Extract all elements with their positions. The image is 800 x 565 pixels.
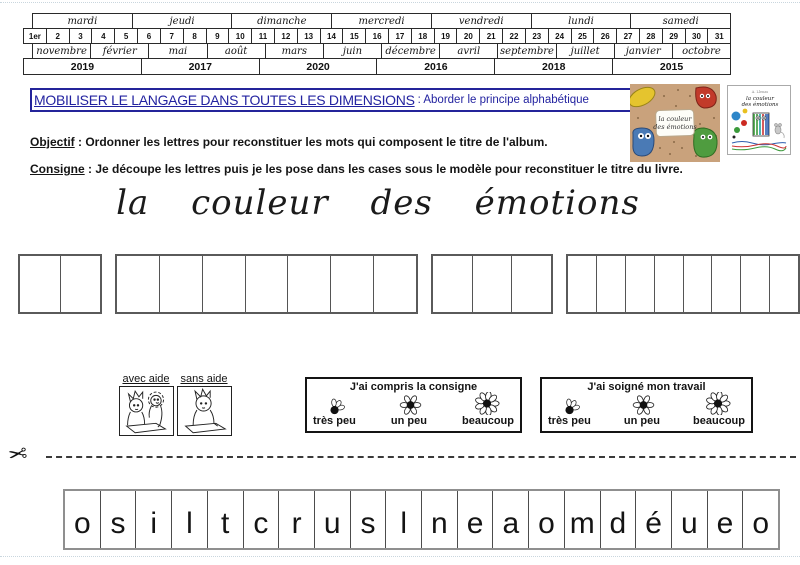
answer-cell — [203, 256, 246, 312]
objectif-line — [30, 135, 548, 149]
eval-travail-title: J'ai soigné mon travail — [587, 381, 706, 393]
day-number-cell: 2 — [46, 28, 70, 44]
book-cover-scribbles — [727, 85, 791, 155]
option-un-peu: un peu — [623, 415, 660, 427]
month-cell: novembre — [32, 43, 91, 59]
day-number-cell: 11 — [251, 28, 275, 44]
answer-cell — [568, 256, 597, 312]
flower-large-icon — [705, 392, 731, 415]
month-cell: mai — [148, 43, 207, 59]
letter-cell: u — [315, 491, 351, 548]
letter-cell: o — [65, 491, 101, 548]
date-strip-years-row — [23, 59, 731, 75]
day-cell: jeudi — [132, 13, 233, 29]
day-number-cell: 22 — [502, 28, 526, 44]
consigne-line — [30, 162, 683, 176]
book-cover-monsters-illustration — [630, 84, 720, 162]
letter-cell: i — [136, 491, 172, 548]
day-number-cell: 8 — [183, 28, 207, 44]
sans-aide-label: sans aide — [180, 373, 228, 385]
letter-cell: o — [529, 491, 565, 548]
letter-cell: o — [752, 506, 770, 540]
year-cell: 2019 — [23, 58, 142, 75]
month-cell: septembre — [497, 43, 556, 59]
option-un-peu: un peu — [390, 415, 427, 427]
aide-section — [117, 373, 233, 436]
eval-consigne-title: J'ai compris la consigne — [349, 381, 478, 393]
page-edge-dotted-line — [0, 2, 800, 3]
letter-cell: u — [672, 491, 708, 548]
month-cell: avril — [439, 43, 498, 59]
answer-box-group — [115, 254, 418, 314]
answer-cell — [712, 256, 741, 312]
option-beaucoup: beaucoup — [693, 415, 745, 427]
answer-cell — [374, 256, 416, 312]
date-strip-days-row — [32, 13, 731, 29]
day-number-cell: 31 — [707, 28, 731, 44]
avec-aide-label: avec aide — [122, 373, 170, 385]
year-cell: 2015 — [612, 58, 731, 75]
answer-box-group — [431, 254, 553, 314]
date-strip — [23, 13, 731, 75]
answer-cell — [288, 256, 331, 312]
letter-cell: a — [493, 491, 529, 548]
letter-cell: e — [458, 491, 494, 548]
letter-cell: é — [636, 491, 672, 548]
letter-cell: s — [101, 491, 137, 548]
objectif-label: Objectif — [30, 135, 75, 149]
answer-cell — [160, 256, 203, 312]
day-cell: lundi — [531, 13, 632, 29]
answer-cell — [626, 256, 655, 312]
letter-cell: l — [386, 491, 422, 548]
answer-cell — [473, 256, 513, 312]
flower-small-icon — [327, 397, 347, 415]
svg-text:la couleur: la couleur — [746, 96, 774, 102]
day-number-cell: 23 — [525, 28, 549, 44]
day-number-cell: 30 — [685, 28, 709, 44]
eval-consigne-flowers — [313, 393, 514, 415]
domain-subtitle: : Aborder le principe alphabétique — [417, 94, 589, 106]
day-cell: mardi — [32, 13, 133, 29]
month-cell: janvier — [614, 43, 673, 59]
flower-medium-icon — [632, 395, 655, 415]
letter-strip — [63, 489, 780, 550]
answer-cell — [20, 256, 61, 312]
month-cell: février — [90, 43, 149, 59]
svg-text:des émotions: des émotions — [741, 102, 779, 108]
date-strip-months-row — [32, 44, 731, 59]
letter-cell: d — [601, 491, 637, 548]
letter-cell: m — [565, 491, 601, 548]
answer-cell — [655, 256, 684, 312]
day-number-cell: 12 — [274, 28, 298, 44]
domain-title-banner — [30, 88, 638, 112]
eval-box-consigne — [305, 377, 522, 433]
book-cover-scribbles-illustration — [727, 85, 791, 155]
day-number-cell: 19 — [434, 28, 458, 44]
day-number-cell: 17 — [388, 28, 412, 44]
letter-cell: s — [351, 491, 387, 548]
year-cell: 2018 — [494, 58, 613, 75]
day-number-cell: 20 — [456, 28, 480, 44]
answer-cell — [512, 256, 551, 312]
domain-title: MOBILISER LE LANGAGE DANS TOUTES LES DIMENSIONS — [34, 92, 415, 108]
day-number-cell: 14 — [320, 28, 344, 44]
letter-cell: n — [422, 491, 458, 548]
answer-box-group — [18, 254, 102, 314]
answer-cell — [684, 256, 713, 312]
objectif-text: : Ordonner les lettres pour reconstituer les mots qui composent le titre de l'album. — [74, 135, 548, 149]
child-alone-icon — [177, 386, 232, 436]
year-cell: 2016 — [376, 58, 495, 75]
day-number-cell: 4 — [91, 28, 115, 44]
month-cell: août — [207, 43, 266, 59]
child-with-teacher-icon — [119, 386, 174, 436]
day-number-cell: 26 — [593, 28, 617, 44]
day-cell: dimanche — [231, 13, 332, 29]
answer-cell — [117, 256, 160, 312]
day-number-cell: 9 — [206, 28, 230, 44]
answer-boxes — [18, 254, 800, 314]
svg-text:la couleur: la couleur — [658, 115, 692, 123]
letter-cell: e — [708, 491, 744, 548]
consigne-text: : Je découpe les lettres puis je les pose dans les cases sous le modèle pour reconstituer le titre du livre. — [84, 162, 683, 176]
eval-travail-flowers — [548, 393, 745, 415]
letter-cell: t — [208, 491, 244, 548]
avec-aide-column — [117, 373, 175, 436]
day-number-cell: 18 — [411, 28, 435, 44]
day-number-cell: 24 — [548, 28, 572, 44]
month-cell: octobre — [672, 43, 731, 59]
sans-aide-column — [175, 373, 233, 436]
answer-cell — [331, 256, 374, 312]
answer-box-group — [566, 254, 800, 314]
day-number-cell: 16 — [365, 28, 389, 44]
day-cell: vendredi — [431, 13, 532, 29]
letter-cell: c — [244, 491, 280, 548]
flower-medium-icon — [399, 395, 422, 415]
answer-cell — [433, 256, 473, 312]
day-number-cell: 5 — [114, 28, 138, 44]
month-cell: mars — [265, 43, 324, 59]
day-number-cell: 3 — [69, 28, 93, 44]
answer-cell — [741, 256, 770, 312]
day-cell: mercredi — [331, 13, 432, 29]
page-edge-dotted-line — [0, 556, 800, 557]
day-number-cell: 21 — [479, 28, 503, 44]
answer-cell — [246, 256, 289, 312]
day-number-cell: 1er — [23, 28, 47, 44]
option-tres-peu: très peu — [548, 415, 591, 427]
answer-cell — [770, 256, 798, 312]
day-number-cell: 6 — [137, 28, 161, 44]
day-number-cell: 29 — [662, 28, 686, 44]
month-cell: juin — [323, 43, 382, 59]
eval-consigne-options — [313, 415, 514, 427]
flower-large-icon — [474, 392, 500, 415]
eval-box-travail — [540, 377, 753, 433]
day-number-cell: 28 — [639, 28, 663, 44]
day-number-cell: 27 — [616, 28, 640, 44]
scissors-icon: ✂ — [6, 439, 29, 469]
day-number-cell: 10 — [228, 28, 252, 44]
book-cover-monsters — [630, 84, 720, 162]
option-tres-peu: très peu — [313, 415, 356, 427]
answer-cell — [597, 256, 626, 312]
day-number-cell: 7 — [160, 28, 184, 44]
svg-text:des émotions: des émotions — [653, 123, 697, 131]
day-cell: samedi — [630, 13, 731, 29]
svg-text:A. Llenas: A. Llenas — [751, 90, 769, 94]
day-number-cell: 13 — [297, 28, 321, 44]
cut-line — [6, 441, 798, 467]
month-cell: décembre — [381, 43, 440, 59]
day-number-cell: 15 — [342, 28, 366, 44]
flower-small-icon — [562, 397, 582, 415]
eval-travail-options — [548, 415, 745, 427]
letter-cell: l — [172, 491, 208, 548]
year-cell: 2020 — [259, 58, 378, 75]
model-title: la couleur des émotions — [116, 183, 640, 223]
date-strip-numbers-row — [23, 29, 731, 44]
consigne-label: Consigne — [30, 162, 85, 176]
answer-cell — [61, 256, 101, 312]
year-cell: 2017 — [141, 58, 260, 75]
dashed-cut-line — [46, 456, 796, 458]
option-beaucoup: beaucoup — [462, 415, 514, 427]
month-cell: juillet — [556, 43, 615, 59]
day-number-cell: 25 — [571, 28, 595, 44]
letter-cell: r — [279, 491, 315, 548]
